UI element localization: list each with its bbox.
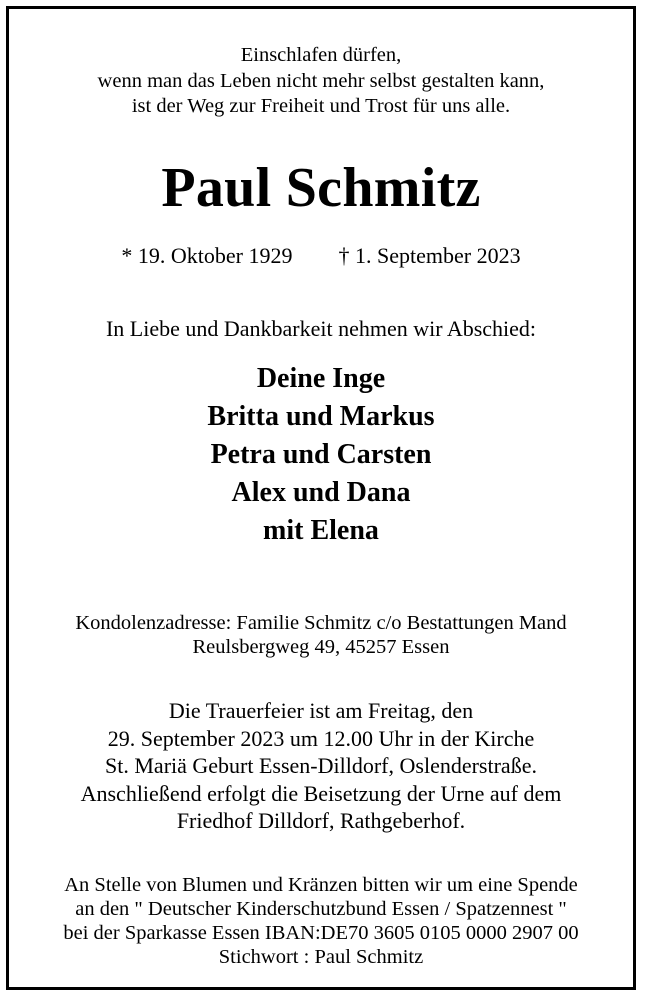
death-date: † 1. September 2023	[338, 243, 521, 268]
mourner-name: Alex und Dana	[231, 477, 411, 508]
obituary-frame	[6, 6, 636, 990]
mourner-name: Petra und Carsten	[210, 439, 432, 470]
mourner-name: Britta und Markus	[207, 401, 435, 432]
mourners-list	[9, 360, 633, 550]
quote-line: wenn man das Leben nicht mehr selbst gestalten kann,	[97, 69, 545, 92]
service-line: 29. September 2023 um 12.00 Uhr in der Kirche	[107, 725, 535, 751]
mourner-name: mit Elena	[263, 515, 379, 546]
quote-line: ist der Weg zur Freiheit und Trost für uns alle.	[131, 95, 511, 117]
funeral-service-info	[9, 697, 633, 835]
address-line: Kondolenzadresse: Familie Schmitz c/o Bestattungen Mand	[75, 612, 567, 634]
condolence-address	[9, 612, 633, 659]
service-line: Friedhof Dilldorf, Rathgeberhof.	[176, 808, 466, 833]
service-line: Die Trauerfeier ist am Freitag, den	[168, 698, 474, 723]
farewell-intro: In Liebe und Dankbarkeit nehmen wir Abschied:	[105, 316, 537, 341]
service-line: St. Mariä Geburt Essen-Dilldorf, Oslenderstraße.	[105, 753, 537, 778]
donation-line: an den " Deutscher Kinderschutzbund Essen / Spatzennest "	[75, 898, 567, 920]
birth-date: * 19. Oktober 1929	[121, 243, 293, 268]
life-dates	[9, 241, 633, 271]
memorial-quote	[9, 43, 633, 120]
donation-line: Stichwort : Paul Schmitz	[218, 946, 424, 968]
donation-line: An Stelle von Blumen und Kränzen bitten wir um eine Spende	[64, 874, 578, 896]
mourner-name: Deine Inge	[256, 363, 386, 394]
address-line: Reulsbergweg 49, 45257 Essen	[192, 635, 450, 658]
donation-line: bei der Sparkasse Essen IBAN:DE70 3605 0105 0000 2907 00	[63, 922, 579, 944]
deceased-name: Paul Schmitz	[161, 157, 481, 219]
donation-request	[9, 873, 633, 969]
service-line: Anschließend erfolgt die Beisetzung der Urne auf dem	[80, 780, 562, 806]
quote-line: Einschlafen dürfen,	[240, 44, 402, 66]
